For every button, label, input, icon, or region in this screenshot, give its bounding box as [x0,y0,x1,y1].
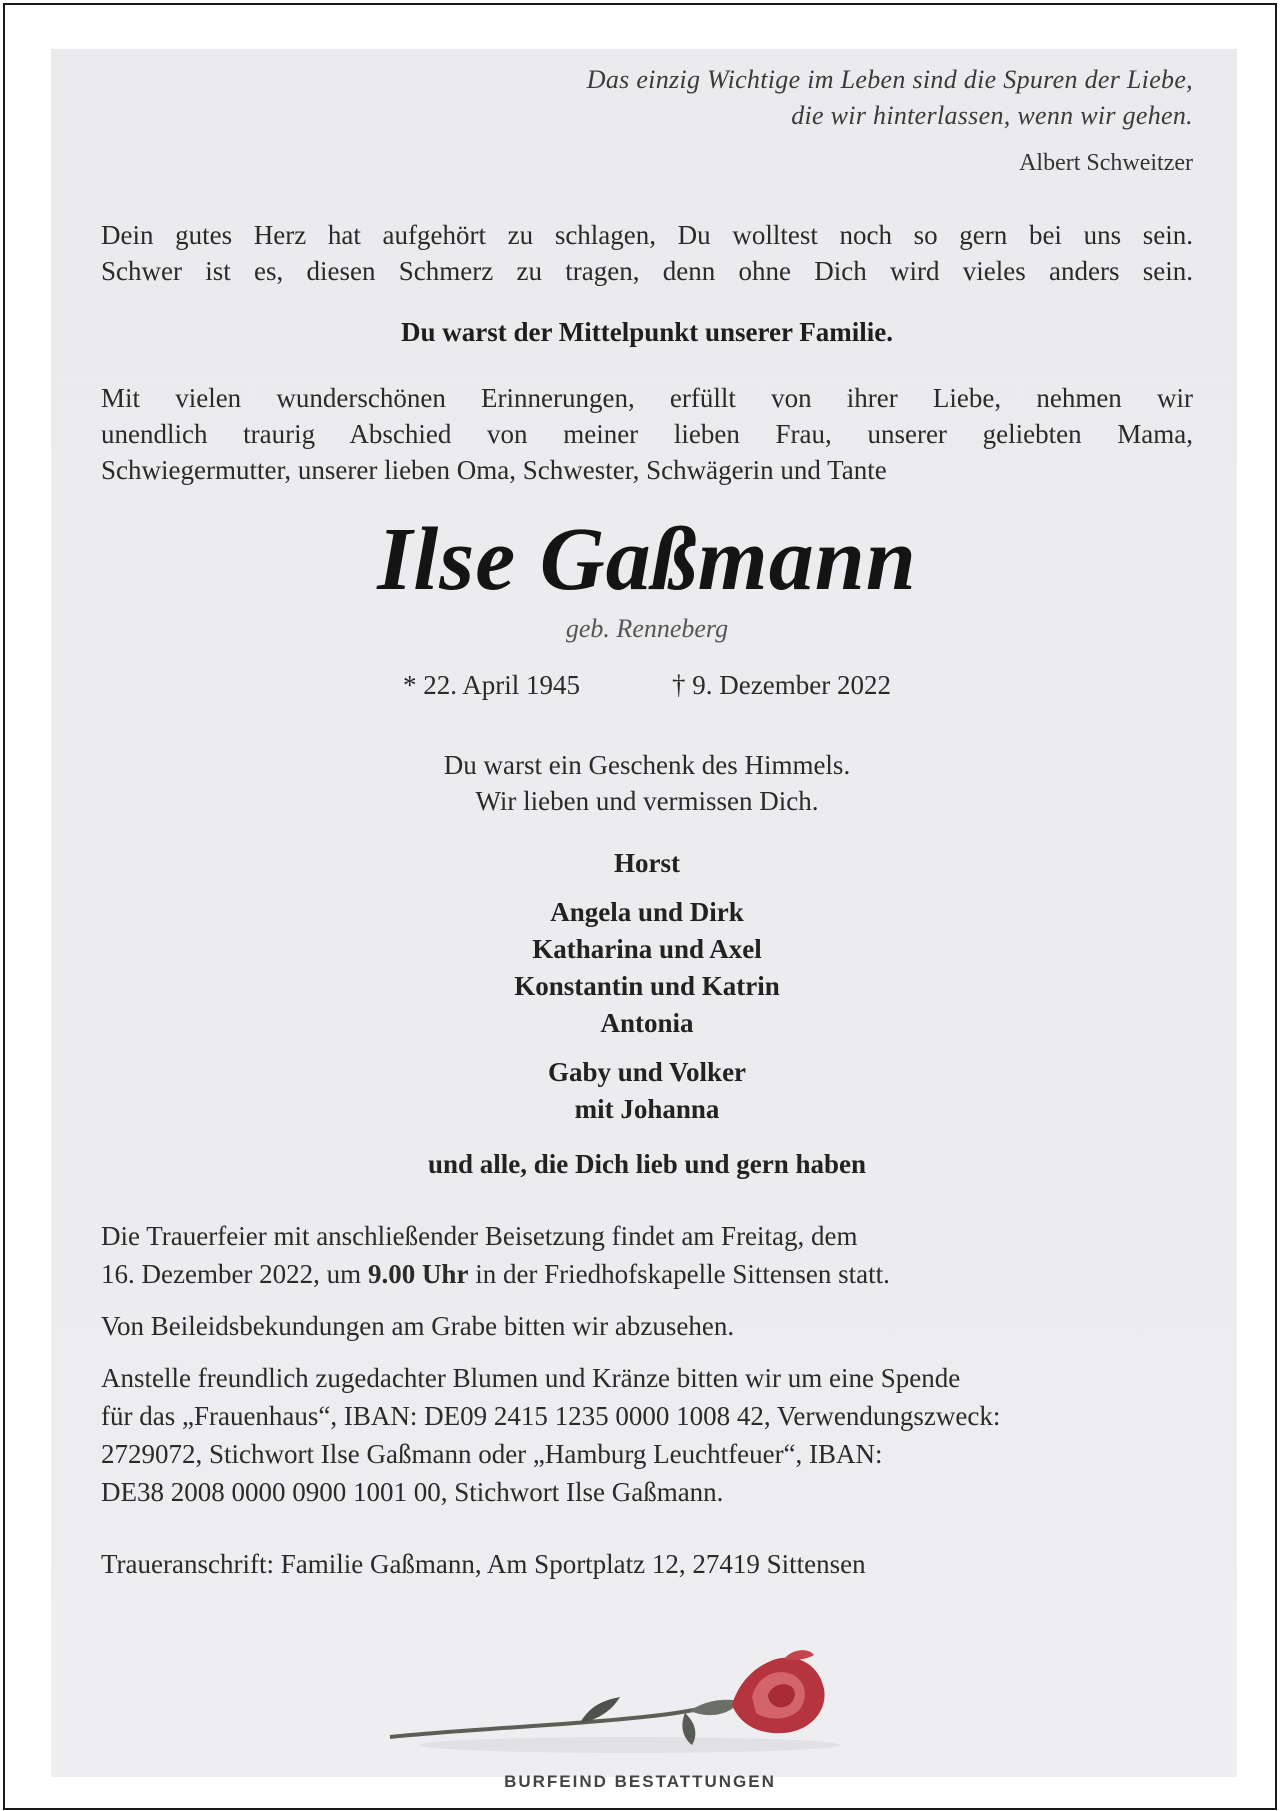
mourner-line: Antonia [600,1008,694,1038]
funeral-home-logo: BURFEIND BESTATTUNGEN [504,1772,776,1791]
donation-paragraph [101,1359,1193,1511]
service-info [101,1217,1193,1583]
mourner-closing: und alle, die Dich lieb und gern haben [427,1149,867,1179]
deceased-name: Ilse Gaßmann [377,510,917,609]
mourners [101,845,1193,1183]
donation-line-1: Anstelle freundlich zugedachter Blumen und Kränze bitten wir um eine Spende [101,1363,961,1393]
service-line-1: Die Trauerfeier mit anschließender Beisetzung findet am Freitag, dem [101,1221,858,1251]
mourner-line: Gaby und Volker [547,1057,747,1087]
mourner-line: Konstantin und Katrin [514,971,780,1001]
announcement-text [101,380,1193,488]
family-motto: Du warst der Mittelpunkt unserer Familie. [401,317,893,347]
quote [101,62,1193,134]
birth-date: * 22. April 1945 [403,670,581,700]
intro-text [101,217,1193,289]
quote-line-2: die wir hinterlassen, wenn wir gehen. [791,101,1193,130]
announcement-line-2: unendlich traurig Abschied von meiner lieben Frau, unserer geliebten Mama, [101,419,1193,449]
mourner-group-2 [101,1054,1193,1128]
mourner-line: Katharina und Axel [532,934,762,964]
mourner-spouse: Horst [614,848,680,878]
quote-line-1: Das einzig Wichtige im Leben sind die Spuren der Liebe, [586,65,1193,94]
verse-line-2: Wir lieben und vermissen Dich. [475,786,819,816]
service-line-2-end: in der Friedhofskapelle Sittensen statt. [468,1259,890,1289]
obituary-content [101,62,1193,1583]
verse-line-1: Du warst ein Geschenk des Himmels. [443,750,851,780]
mourner-line: Angela und Dirk [550,897,744,927]
service-paragraph [101,1217,1193,1293]
announcement-line-1: Mit vielen wunderschönen Erinnerungen, erfüllt von ihrer Liebe, nehmen wir [101,383,1193,413]
deceased-born-name: geb. Renneberg [565,614,729,643]
intro-line-2: Schwer ist es, diesen Schmerz zu tragen, denn ohne Dich wird vieles anders sein. [101,256,1193,286]
donation-line-3: 2729072, Stichwort Ilse Gaßmann oder „Hamburg Leuchtfeuer“, IBAN: [101,1439,883,1469]
mourner-group-1 [101,894,1193,1042]
rose-image [380,1645,840,1755]
intro-line-1: Dein gutes Herz hat aufgehört zu schlagen, Du wolltest noch so gern bei uns sein. [101,220,1193,250]
verse [101,747,1193,819]
service-line-2-start: 16. Dezember 2022, um [101,1259,368,1289]
death-date: † 9. Dezember 2022 [672,670,891,700]
announcement-line-3: Schwiegermutter, unserer lieben Oma, Schwester, Schwägerin und Tante [101,455,887,485]
mourning-address: Traueranschrift: Familie Gaßmann, Am Sportplatz 12, 27419 Sittensen [101,1549,866,1579]
life-dates [101,670,1193,701]
service-time: 9.00 Uhr [367,1259,469,1289]
mourner-line: mit Johanna [574,1094,720,1124]
condolences-note: Von Beileidsbekundungen am Grabe bitten wir abzusehen. [101,1311,735,1341]
donation-line-4: DE38 2008 0000 0900 1001 00, Stichwort Ilse Gaßmann. [101,1477,724,1507]
quote-author: Albert Schweitzer [1019,150,1193,176]
donation-line-2: für das „Frauenhaus“, IBAN: DE09 2415 1235 0000 1008 42, Verwendungszweck: [101,1401,1001,1431]
